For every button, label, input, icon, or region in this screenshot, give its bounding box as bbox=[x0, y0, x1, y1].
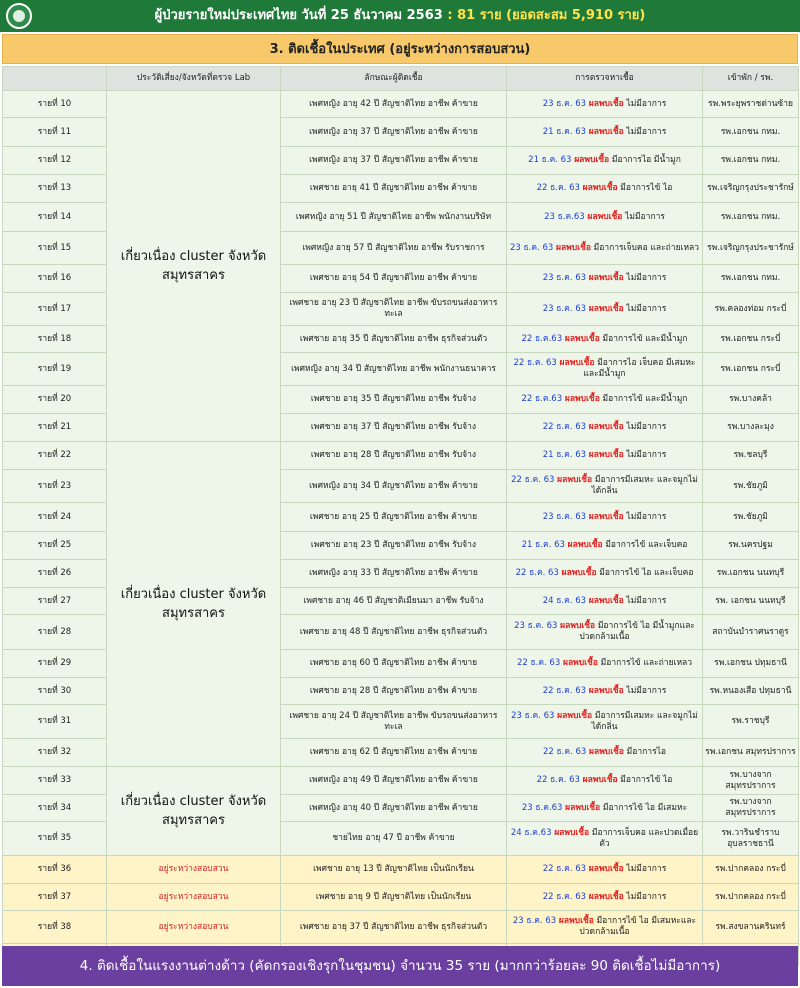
test-date: 23 ธ.ค. 63 bbox=[542, 303, 587, 314]
title-main: ผู้ป่วยรายใหม่ประเทศไทย วันที่ 25 ธันวาคม 2563 bbox=[154, 8, 448, 23]
hospital: รพ.สงขลานครินทร์ bbox=[703, 911, 799, 944]
symptom-text: มีอาการไข้ ไอ และเจ็บคอ bbox=[599, 568, 694, 578]
table-header-row bbox=[3, 67, 799, 91]
test-result bbox=[507, 856, 703, 884]
positive-result: ผลพบเชื้อ bbox=[564, 333, 600, 344]
hospital: รพ.หนองเสือ ปทุมธานี bbox=[703, 678, 799, 705]
hospital: รพ.วารินชำราบ อุบลราชธานี bbox=[703, 822, 799, 856]
case-number: รายที่ 13 bbox=[3, 175, 107, 203]
test-result bbox=[507, 678, 703, 705]
title-highlight: : 81 ราย (ยอดสะสม 5,910 ราย) bbox=[447, 8, 646, 23]
positive-result: ผลพบเชื้อ bbox=[554, 827, 590, 838]
case-number: รายที่ 36 bbox=[3, 856, 107, 884]
symptom-text: ไม่มีอาการ bbox=[626, 98, 667, 109]
positive-result: ผลพบเชื้อ bbox=[582, 183, 618, 193]
test-result bbox=[507, 705, 703, 739]
hospital: รพ.บางคล้า bbox=[703, 386, 799, 414]
test-result bbox=[507, 822, 703, 856]
patient-profile: เพศหญิง อายุ 40 ปี สัญชาติไทย อาชีพ ค้าขาย bbox=[281, 795, 507, 822]
positive-result: ผลพบเชื้อ bbox=[562, 658, 598, 668]
table-row-investigating bbox=[3, 911, 799, 944]
test-date: 22 ธ.ค. 63 bbox=[542, 747, 587, 757]
test-date: 22 ธ.ค. 63 bbox=[542, 685, 587, 696]
patient-profile: ชายไทย อายุ 47 ปี อาชีพ ค้าขาย bbox=[281, 822, 507, 856]
hospital: รพ.เจริญกรุงประชารักษ์ bbox=[703, 232, 799, 265]
patient-profile: เพศหญิง อายุ 37 ปี สัญชาติไทย อาชีพ ค้าขาย bbox=[281, 147, 507, 175]
table-row-investigating bbox=[3, 856, 799, 884]
symptom-text: มีอาการไข้ และเจ็บคอ bbox=[605, 540, 688, 550]
patient-profile: เพศหญิง อายุ 34 ปี สัญชาติไทย อาชีพ พนักงานธนาคาร bbox=[281, 353, 507, 386]
positive-result: ผลพบเชื้อ bbox=[574, 155, 610, 165]
symptom-text: ไม่มีอาการ bbox=[626, 303, 667, 314]
test-result bbox=[507, 293, 703, 326]
symptom-text: มีอาการไอ เจ็บคอ มีเสมหะ และมีน้ำมูก bbox=[583, 358, 696, 379]
test-date: 23 ธ.ค. 63 bbox=[542, 273, 587, 283]
patient-profile: เพศชาย อายุ 25 ปี สัญชาติไทย อาชีพ ค้าขาย bbox=[281, 503, 507, 532]
positive-result: ผลพบเชื้อ bbox=[555, 242, 591, 253]
test-result bbox=[507, 175, 703, 203]
hospital: รพ.ราชบุรี bbox=[703, 705, 799, 739]
table-row bbox=[3, 767, 799, 795]
col-header-no bbox=[3, 67, 107, 91]
case-number: รายที่ 27 bbox=[3, 588, 107, 615]
symptom-text: มีอาการไข้ ไอ มีเสมหะ bbox=[602, 802, 688, 813]
patient-profile: เพศชาย อายุ 62 ปี สัญชาติไทย อาชีพ ค้าขาย bbox=[281, 739, 507, 767]
patient-profile: เพศชาย อายุ 35 ปี สัญชาติไทย อาชีพ รับจ้าง bbox=[281, 386, 507, 414]
case-number: รายที่ 38 bbox=[3, 911, 107, 944]
symptom-text: ไม่มีอาการ bbox=[626, 864, 667, 874]
case-number: รายที่ 14 bbox=[3, 203, 107, 232]
test-result bbox=[507, 560, 703, 588]
positive-result: ผลพบเชื้อ bbox=[565, 802, 601, 813]
hospital: รพ.เอกชน สมุทรปราการ bbox=[703, 739, 799, 767]
test-result bbox=[507, 414, 703, 442]
symptom-text: มีอาการไข้ ไอ bbox=[620, 183, 673, 193]
positive-result: ผลพบเชื้อ bbox=[560, 621, 596, 631]
test-date: 24 ธ.ค. 63 bbox=[542, 595, 587, 606]
section-title: 3. ติดเชื้อในประเทศ (อยู่ระหว่างการสอบสวน) bbox=[2, 34, 798, 64]
test-date: 22 ธ.ค. 63 bbox=[536, 775, 580, 785]
patient-profile: เพศชาย อายุ 60 ปี สัญชาติไทย อาชีพ ค้าขาย bbox=[281, 650, 507, 678]
case-number: รายที่ 35 bbox=[3, 822, 107, 856]
patient-profile: เพศชาย อายุ 37 ปี สัญชาติไทย อาชีพ ธุรกิจส่วนตัว bbox=[281, 911, 507, 944]
test-result bbox=[507, 739, 703, 767]
symptom-text: ไม่มีอาการ bbox=[626, 126, 667, 137]
test-date: 23 ธ.ค. 63 bbox=[542, 98, 587, 109]
positive-result: ผลพบเชื้อ bbox=[588, 126, 624, 137]
test-date: 22 ธ.ค. 63 bbox=[536, 183, 580, 193]
positive-result: ผลพบเชื้อ bbox=[588, 98, 624, 109]
test-result bbox=[507, 203, 703, 232]
symptom-text: มีอาการไข้ ไอ มีเสมหะและปวดกล้ามเนื้อ bbox=[579, 916, 697, 937]
case-number: รายที่ 29 bbox=[3, 650, 107, 678]
case-number: รายที่ 10 bbox=[3, 91, 107, 118]
test-date: 21 ธ.ค. 63 bbox=[528, 155, 572, 165]
test-result bbox=[507, 353, 703, 386]
risk-status: อยู่ระหว่างสอบสวน bbox=[107, 884, 281, 911]
patient-profile: เพศหญิง อายุ 33 ปี สัญชาติไทย อาชีพ ค้าขาย bbox=[281, 560, 507, 588]
hospital: รพ.คลองท่อม กระบี่ bbox=[703, 293, 799, 326]
test-date: 23 ธ.ค.63 bbox=[544, 211, 585, 222]
test-date: 21 ธ.ค. 63 bbox=[542, 126, 587, 137]
col-header-hospital: เข้าพัก / รพ. bbox=[703, 67, 799, 91]
case-number: รายที่ 32 bbox=[3, 739, 107, 767]
hospital: รพ.เอกชน กทม. bbox=[703, 265, 799, 293]
case-number: รายที่ 25 bbox=[3, 532, 107, 560]
case-number: รายที่ 18 bbox=[3, 326, 107, 353]
hospital: รพ.บางจาก สมุทรปราการ bbox=[703, 795, 799, 822]
positive-result: ผลพบเชื้อ bbox=[561, 568, 597, 578]
case-number: รายที่ 24 bbox=[3, 503, 107, 532]
test-result bbox=[507, 615, 703, 650]
col-header-risk: ประวัติเสี่ยง/จังหวัดที่ตรวจ Lab bbox=[107, 67, 281, 91]
symptom-text: ไม่มีอาการ bbox=[626, 511, 667, 522]
test-date: 23 ธ.ค. 63 bbox=[542, 511, 587, 522]
hospital: รพ.เอกชน กทม. bbox=[703, 147, 799, 175]
hospital: รพ.นครปฐม bbox=[703, 532, 799, 560]
positive-result: ผลพบเชื้อ bbox=[588, 422, 624, 432]
table-row-investigating bbox=[3, 884, 799, 911]
hospital: รพ.เอกชน กทม. bbox=[703, 118, 799, 147]
positive-result: ผลพบเชื้อ bbox=[582, 775, 618, 785]
test-result bbox=[507, 650, 703, 678]
test-date: 24 ธ.ค.63 bbox=[510, 827, 552, 838]
patient-profile: เพศชาย อายุ 41 ปี สัญชาติไทย อาชีพ ค้าขาย bbox=[281, 175, 507, 203]
case-number: รายที่ 33 bbox=[3, 767, 107, 795]
symptom-text: มีอาการเจ็บคอ และถ่ายเหลว bbox=[593, 242, 700, 253]
test-date: 22 ธ.ค. 63 bbox=[542, 864, 587, 874]
test-result bbox=[507, 795, 703, 822]
patient-profile: เพศหญิง อายุ 37 ปี สัญชาติไทย อาชีพ ค้าขาย bbox=[281, 118, 507, 147]
symptom-text: มีอาการไข้ และมีน้ำมูก bbox=[602, 394, 688, 404]
patient-profile: เพศชาย อายุ 37 ปี สัญชาติไทย อาชีพ รับจ้าง bbox=[281, 414, 507, 442]
patient-profile: เพศหญิง อายุ 34 ปี สัญชาติไทย อาชีพ ค้าขาย bbox=[281, 470, 507, 503]
risk-status: อยู่ระหว่างสอบสวน bbox=[107, 911, 281, 944]
hospital: รพ.ปากคลอง กระบี่ bbox=[703, 856, 799, 884]
hospital: รพ.ปากคลอง กระบี่ bbox=[703, 884, 799, 911]
positive-result: ผลพบเชื้อ bbox=[588, 273, 624, 283]
test-result bbox=[507, 911, 703, 944]
symptom-text: ไม่มีอาการ bbox=[626, 273, 667, 283]
hospital: รพ.บางละมุง bbox=[703, 414, 799, 442]
test-date: 22 ธ.ค. 63 bbox=[516, 658, 561, 668]
header-bar bbox=[0, 0, 800, 32]
test-result bbox=[507, 588, 703, 615]
test-date: 22 ธ.ค. 63 bbox=[511, 475, 555, 485]
col-header-test: การตรวจหาเชื้อ bbox=[507, 67, 703, 91]
positive-result: ผลพบเชื้อ bbox=[588, 864, 624, 874]
positive-result: ผลพบเชื้อ bbox=[564, 394, 600, 404]
case-number: รายที่ 11 bbox=[3, 118, 107, 147]
table-row bbox=[3, 442, 799, 470]
patient-profile: เพศชาย อายุ 23 ปี สัญชาติไทย อาชีพ รับจ้าง bbox=[281, 532, 507, 560]
test-result bbox=[507, 767, 703, 795]
patient-profile: เพศชาย อายุ 54 ปี สัญชาติไทย อาชีพ ค้าขาย bbox=[281, 265, 507, 293]
positive-result: ผลพบเชื้อ bbox=[588, 450, 624, 460]
patient-profile: เพศหญิง อายุ 42 ปี สัญชาติไทย อาชีพ ค้าขาย bbox=[281, 91, 507, 118]
table-row bbox=[3, 91, 799, 118]
test-result bbox=[507, 326, 703, 353]
case-number: รายที่ 15 bbox=[3, 232, 107, 265]
case-number: รายที่ 31 bbox=[3, 705, 107, 739]
test-date: 23 ธ.ค. 63 bbox=[514, 621, 558, 631]
test-date: 22 ธ.ค.63 bbox=[521, 394, 563, 404]
case-number: รายที่ 12 bbox=[3, 147, 107, 175]
cluster-label: เกี่ยวเนื่อง cluster จังหวัดสมุทรสาคร bbox=[107, 442, 281, 767]
patient-profile: เพศชาย อายุ 35 ปี สัญชาติไทย อาชีพ ธุรกิจส่วนตัว bbox=[281, 326, 507, 353]
hospital: สถาบันบำราศนราดูร bbox=[703, 615, 799, 650]
symptom-text: มีอาการไข้ ไอ มีน้ำมูกและปวดกล้ามเนื้อ bbox=[579, 621, 695, 642]
test-result bbox=[507, 147, 703, 175]
hospital: รพ. เอกชน นนทบุรี bbox=[703, 588, 799, 615]
footer-section-title: 4. ติดเชื้อในแรงงานต่างด้าว (คัดกรองเชิงรุกในชุมชน) จำนวน 35 ราย (มากกว่าร้อยละ 90 ติดเชื้อไม่มีอาการ) bbox=[2, 946, 798, 986]
positive-result: ผลพบเชื้อ bbox=[587, 211, 623, 222]
patient-profile: เพศชาย อายุ 28 ปี สัญชาติไทย อาชีพ รับจ้าง bbox=[281, 442, 507, 470]
positive-result: ผลพบเชื้อ bbox=[557, 710, 593, 721]
test-date: 22 ธ.ค. 63 bbox=[542, 422, 587, 432]
test-date: 22 ธ.ค.63 bbox=[521, 333, 563, 344]
positive-result: ผลพบเชื้อ bbox=[557, 475, 593, 485]
test-date: 21 ธ.ค. 63 bbox=[542, 450, 587, 460]
test-result bbox=[507, 91, 703, 118]
test-result bbox=[507, 265, 703, 293]
positive-result: ผลพบเชื้อ bbox=[588, 891, 624, 902]
hospital: รพ.เอกชน นนทบุรี bbox=[703, 560, 799, 588]
symptom-text: มีอาการไข้ และถ่ายเหลว bbox=[600, 658, 693, 668]
test-result bbox=[507, 884, 703, 911]
positive-result: ผลพบเชื้อ bbox=[588, 595, 624, 606]
test-result bbox=[507, 232, 703, 265]
case-number: รายที่ 17 bbox=[3, 293, 107, 326]
hospital: รพ.เอกชน ปทุมธานี bbox=[703, 650, 799, 678]
cluster-label: เกี่ยวเนื่อง cluster จังหวัดสมุทรสาคร bbox=[107, 91, 281, 442]
symptom-text: มีอาการเจ็บคอ และปวดเมื่อยตัว bbox=[591, 827, 699, 849]
test-date: 22 ธ.ค. 63 bbox=[542, 891, 587, 902]
hospital: รพ.เจริญกรุงประชารักษ์ bbox=[703, 175, 799, 203]
patient-profile: เพศชาย อายุ 24 ปี สัญชาติไทย อาชีพ ขับรถขนส่งอาหารทะเล bbox=[281, 705, 507, 739]
positive-result: ผลพบเชื้อ bbox=[558, 916, 594, 926]
case-table bbox=[2, 66, 799, 966]
hospital: รพ.ชลบุรี bbox=[703, 442, 799, 470]
case-number: รายที่ 20 bbox=[3, 386, 107, 414]
hospital: รพ.บางจาก สมุทรปราการ bbox=[703, 767, 799, 795]
test-date: 22 ธ.ค. 63 bbox=[515, 568, 559, 578]
page-title bbox=[0, 0, 800, 32]
cluster-label: เกี่ยวเนื่อง cluster จังหวัดสมุทรสาคร bbox=[107, 767, 281, 856]
patient-profile: เพศหญิง อายุ 49 ปี สัญชาติไทย อาชีพ ค้าขาย bbox=[281, 767, 507, 795]
patient-profile: เพศชาย อายุ 28 ปี สัญชาติไทย อาชีพ ค้าขาย bbox=[281, 678, 507, 705]
test-date: 23 ธ.ค. 63 bbox=[509, 242, 554, 253]
test-date: 22 ธ.ค. 63 bbox=[513, 358, 557, 368]
symptom-text: มีอาการไอ มีน้ำมูก bbox=[611, 155, 681, 165]
risk-status: อยู่ระหว่างสอบสวน bbox=[107, 856, 281, 884]
case-number: รายที่ 34 bbox=[3, 795, 107, 822]
symptom-text: ไม่มีอาการ bbox=[626, 450, 667, 460]
hospital: รพ.ชัยภูมิ bbox=[703, 503, 799, 532]
test-result bbox=[507, 470, 703, 503]
symptom-text: มีอาการมีเสมหะ และจมูกไม่ได้กลิ่น bbox=[591, 710, 698, 732]
symptom-text: ไม่มีอาการ bbox=[626, 685, 667, 696]
patient-profile: เพศหญิง อายุ 57 ปี สัญชาติไทย อาชีพ รับราชการ bbox=[281, 232, 507, 265]
hospital: รพ.พระยุพราชด่านซ้าย bbox=[703, 91, 799, 118]
patient-profile: เพศชาย อายุ 48 ปี สัญชาติไทย อาชีพ ธุรกิจส่วนตัว bbox=[281, 615, 507, 650]
test-date: 21 ธ.ค. 63 bbox=[521, 540, 565, 550]
hospital: รพ.เอกชน กระบี่ bbox=[703, 326, 799, 353]
positive-result: ผลพบเชื้อ bbox=[567, 540, 603, 550]
case-number: รายที่ 19 bbox=[3, 353, 107, 386]
symptom-text: มีอาการไข้ ไอ bbox=[620, 775, 673, 785]
table-body bbox=[3, 91, 799, 966]
test-result bbox=[507, 532, 703, 560]
test-date: 23 ธ.ค.63 bbox=[521, 802, 563, 813]
patient-profile: เพศหญิง อายุ 51 ปี สัญชาติไทย อาชีพ พนักงานบริษัท bbox=[281, 203, 507, 232]
test-result bbox=[507, 442, 703, 470]
hospital: รพ.ชัยภูมิ bbox=[703, 470, 799, 503]
positive-result: ผลพบเชื้อ bbox=[588, 685, 624, 696]
case-number: รายที่ 30 bbox=[3, 678, 107, 705]
symptom-text: มีอาการมีเสมหะ และจมูกไม่ได้กลิ่น bbox=[591, 475, 698, 496]
symptom-text: ไม่มีอาการ bbox=[626, 595, 667, 606]
patient-profile: เพศชาย อายุ 23 ปี สัญชาติไทย อาชีพ ขับรถขนส่งอาหารทะเล bbox=[281, 293, 507, 326]
col-header-profile: ลักษณะผู้ติดเชื้อ bbox=[281, 67, 507, 91]
positive-result: ผลพบเชื้อ bbox=[588, 303, 624, 314]
case-number: รายที่ 22 bbox=[3, 442, 107, 470]
test-result bbox=[507, 386, 703, 414]
case-number: รายที่ 26 bbox=[3, 560, 107, 588]
case-number: รายที่ 23 bbox=[3, 470, 107, 503]
test-result bbox=[507, 503, 703, 532]
symptom-text: ไม่มีอาการ bbox=[626, 422, 667, 432]
hospital: รพ.เอกชน กทม. bbox=[703, 203, 799, 232]
patient-profile: เพศชาย อายุ 46 ปี สัญชาติเมียนมา อาชีพ รับจ้าง bbox=[281, 588, 507, 615]
test-date: 23 ธ.ค. 63 bbox=[511, 710, 555, 721]
test-date: 23 ธ.ค. 63 bbox=[512, 916, 557, 926]
positive-result: ผลพบเชื้อ bbox=[589, 747, 624, 757]
case-number: รายที่ 21 bbox=[3, 414, 107, 442]
patient-profile: เพศชาย อายุ 9 ปี สัญชาติไทย เป็นนักเรียน bbox=[281, 884, 507, 911]
symptom-text: มีอาการไอ bbox=[626, 747, 667, 757]
symptom-text: ไม่มีอาการ bbox=[625, 211, 665, 222]
hospital: รพ.เอกชน กระบี่ bbox=[703, 353, 799, 386]
test-result bbox=[507, 118, 703, 147]
patient-profile: เพศชาย อายุ 13 ปี สัญชาติไทย เป็นนักเรียน bbox=[281, 856, 507, 884]
symptom-text: ไม่มีอาการ bbox=[626, 891, 667, 902]
case-number: รายที่ 16 bbox=[3, 265, 107, 293]
case-number: รายที่ 28 bbox=[3, 615, 107, 650]
positive-result: ผลพบเชื้อ bbox=[559, 358, 595, 368]
case-number: รายที่ 37 bbox=[3, 884, 107, 911]
symptom-text: มีอาการไข้ และมีน้ำมูก bbox=[602, 333, 688, 344]
positive-result: ผลพบเชื้อ bbox=[588, 511, 624, 522]
